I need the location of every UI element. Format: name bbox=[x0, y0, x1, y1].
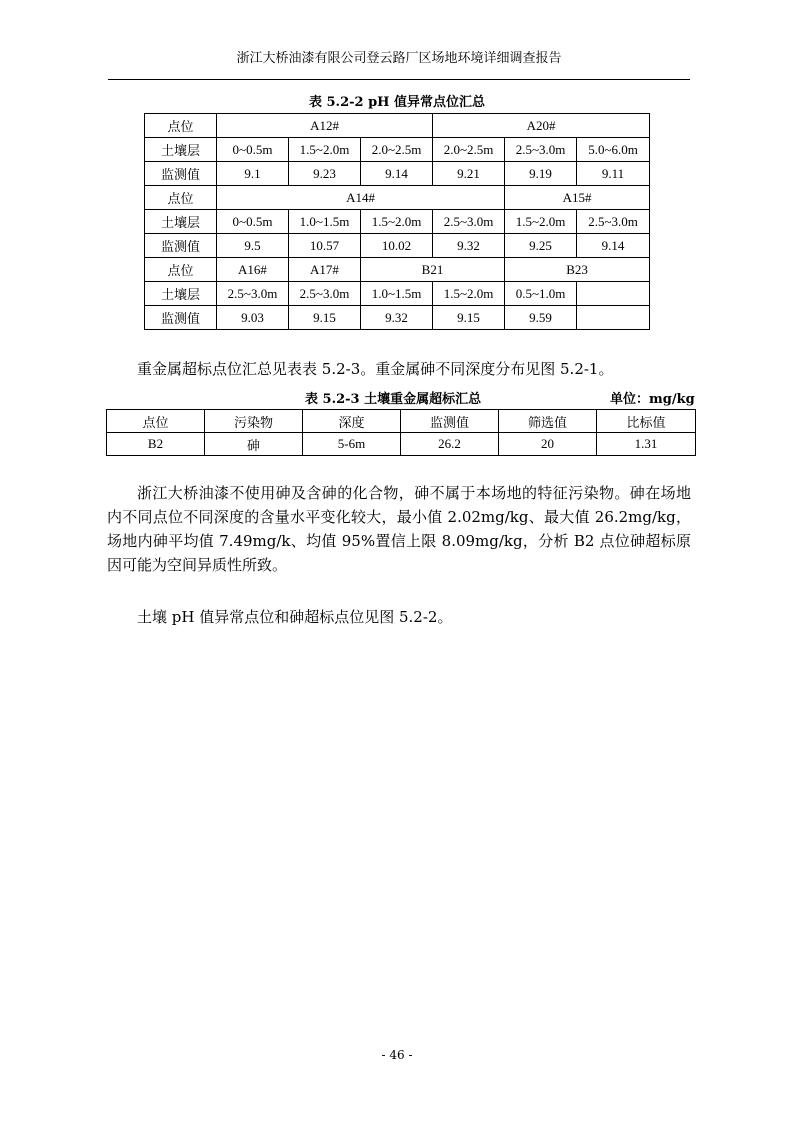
layer-cell: 0~0.5m bbox=[217, 138, 289, 162]
header-rule bbox=[108, 79, 690, 80]
value-cell: 9.03 bbox=[217, 306, 289, 330]
value-cell: 9.14 bbox=[577, 234, 650, 258]
table-row bbox=[107, 433, 696, 456]
value-cell: 9.21 bbox=[433, 162, 505, 186]
value-cell: 9.1 bbox=[217, 162, 289, 186]
site-cell: A20# bbox=[433, 114, 650, 138]
column-header: 筛选值 bbox=[499, 410, 597, 433]
site-cell: A12# bbox=[217, 114, 433, 138]
paragraph: 重金属超标点位汇总见表表 5.2-3。重金属砷不同深度分布见图 5.2-1。 bbox=[137, 360, 614, 378]
site-cell: A17# bbox=[289, 258, 361, 282]
site-cell: A14# bbox=[217, 186, 505, 210]
layer-cell: 2.5~3.0m bbox=[577, 210, 650, 234]
row-label-layer: 土壤层 bbox=[145, 210, 217, 234]
table-cell: 1.31 bbox=[597, 433, 696, 456]
value-cell: 10.57 bbox=[289, 234, 361, 258]
value-cell: 9.25 bbox=[505, 234, 577, 258]
layer-cell: 1.5~2.0m bbox=[361, 210, 433, 234]
layer-cell: 2.0~2.5m bbox=[361, 138, 433, 162]
table-ph-caption: 表 5.2-2 pH 值异常点位汇总 bbox=[308, 95, 485, 110]
table-row bbox=[145, 114, 650, 138]
table-cell: 20 bbox=[499, 433, 597, 456]
value-cell: 9.23 bbox=[289, 162, 361, 186]
table-hm-caption: 表 5.2-3 土壤重金属超标汇总 bbox=[305, 392, 482, 407]
value-cell: 9.59 bbox=[505, 306, 577, 330]
table-cell: 砷 bbox=[205, 433, 303, 456]
row-label-site: 点位 bbox=[145, 114, 217, 138]
table-cell: 5-6m bbox=[303, 433, 401, 456]
value-cell: 10.02 bbox=[361, 234, 433, 258]
paragraph: 土壤 pH 值异常点位和砷超标点位见图 5.2-2。 bbox=[137, 608, 453, 626]
table-header-row bbox=[107, 410, 696, 433]
table-cell: B2 bbox=[107, 433, 205, 456]
table-cell: 26.2 bbox=[401, 433, 499, 456]
document-header: 浙江大桥油漆有限公司登云路厂区场地环境详细调查报告 bbox=[236, 51, 562, 66]
table-row bbox=[145, 282, 650, 306]
value-cell: 9.32 bbox=[361, 306, 433, 330]
layer-cell: 1.5~2.0m bbox=[289, 138, 361, 162]
value-cell: 9.15 bbox=[433, 306, 505, 330]
layer-cell: 2.5~3.0m bbox=[289, 282, 361, 306]
layer-cell: 2.0~2.5m bbox=[433, 138, 505, 162]
table-row bbox=[145, 306, 650, 330]
layer-cell: 1.5~2.0m bbox=[433, 282, 505, 306]
layer-cell: 2.5~3.0m bbox=[433, 210, 505, 234]
site-cell: B21 bbox=[361, 258, 505, 282]
row-label-site: 点位 bbox=[145, 186, 217, 210]
column-header: 点位 bbox=[107, 410, 205, 433]
value-cell: 9.15 bbox=[289, 306, 361, 330]
layer-cell: 1.0~1.5m bbox=[361, 282, 433, 306]
layer-cell: 2.5~3.0m bbox=[505, 138, 577, 162]
value-cell: 9.5 bbox=[217, 234, 289, 258]
column-header: 比标值 bbox=[597, 410, 696, 433]
value-cell: 9.32 bbox=[433, 234, 505, 258]
table-row bbox=[145, 138, 650, 162]
value-cell: 9.19 bbox=[505, 162, 577, 186]
column-header: 污染物 bbox=[205, 410, 303, 433]
value-cell: 9.11 bbox=[577, 162, 650, 186]
table-row bbox=[145, 162, 650, 186]
heavy-metal-table bbox=[106, 409, 696, 456]
table-row bbox=[145, 258, 650, 282]
layer-cell: 0.5~1.0m bbox=[505, 282, 577, 306]
row-label-value: 监测值 bbox=[145, 162, 217, 186]
site-cell: A16# bbox=[217, 258, 289, 282]
layer-cell: 5.0~6.0m bbox=[577, 138, 650, 162]
table-hm-unit: 单位：mg/kg bbox=[610, 392, 695, 407]
layer-cell bbox=[577, 282, 650, 306]
row-label-value: 监测值 bbox=[145, 234, 217, 258]
column-header: 深度 bbox=[303, 410, 401, 433]
page-number: - 46 - bbox=[381, 1048, 413, 1062]
row-label-site: 点位 bbox=[145, 258, 217, 282]
site-cell: B23 bbox=[505, 258, 650, 282]
ph-anomaly-table bbox=[144, 113, 650, 330]
row-label-layer: 土壤层 bbox=[145, 138, 217, 162]
table-row bbox=[145, 210, 650, 234]
layer-cell: 2.5~3.0m bbox=[217, 282, 289, 306]
value-cell: 9.14 bbox=[361, 162, 433, 186]
layer-cell: 0~0.5m bbox=[217, 210, 289, 234]
column-header: 监测值 bbox=[401, 410, 499, 433]
table-row bbox=[145, 234, 650, 258]
table-row bbox=[145, 186, 650, 210]
paragraph: 浙江大桥油漆不使用砷及含砷的化合物，砷不属于本场地的特征污染物。砷在场地内不同点位不同深度的含量水平变化较大，最小值 2.02mg/kg、最大值 26.2mg/kg，场地内砷平均值 7.49mg/k、均值 95%置信上限 8.09mg/kg，分析 B2 点位砷超标原因可能为空间异质性所致。 bbox=[107, 484, 691, 574]
site-cell: A15# bbox=[505, 186, 650, 210]
row-label-value: 监测值 bbox=[145, 306, 217, 330]
row-label-layer: 土壤层 bbox=[145, 282, 217, 306]
value-cell bbox=[577, 306, 650, 330]
layer-cell: 1.0~1.5m bbox=[289, 210, 361, 234]
layer-cell: 1.5~2.0m bbox=[505, 210, 577, 234]
